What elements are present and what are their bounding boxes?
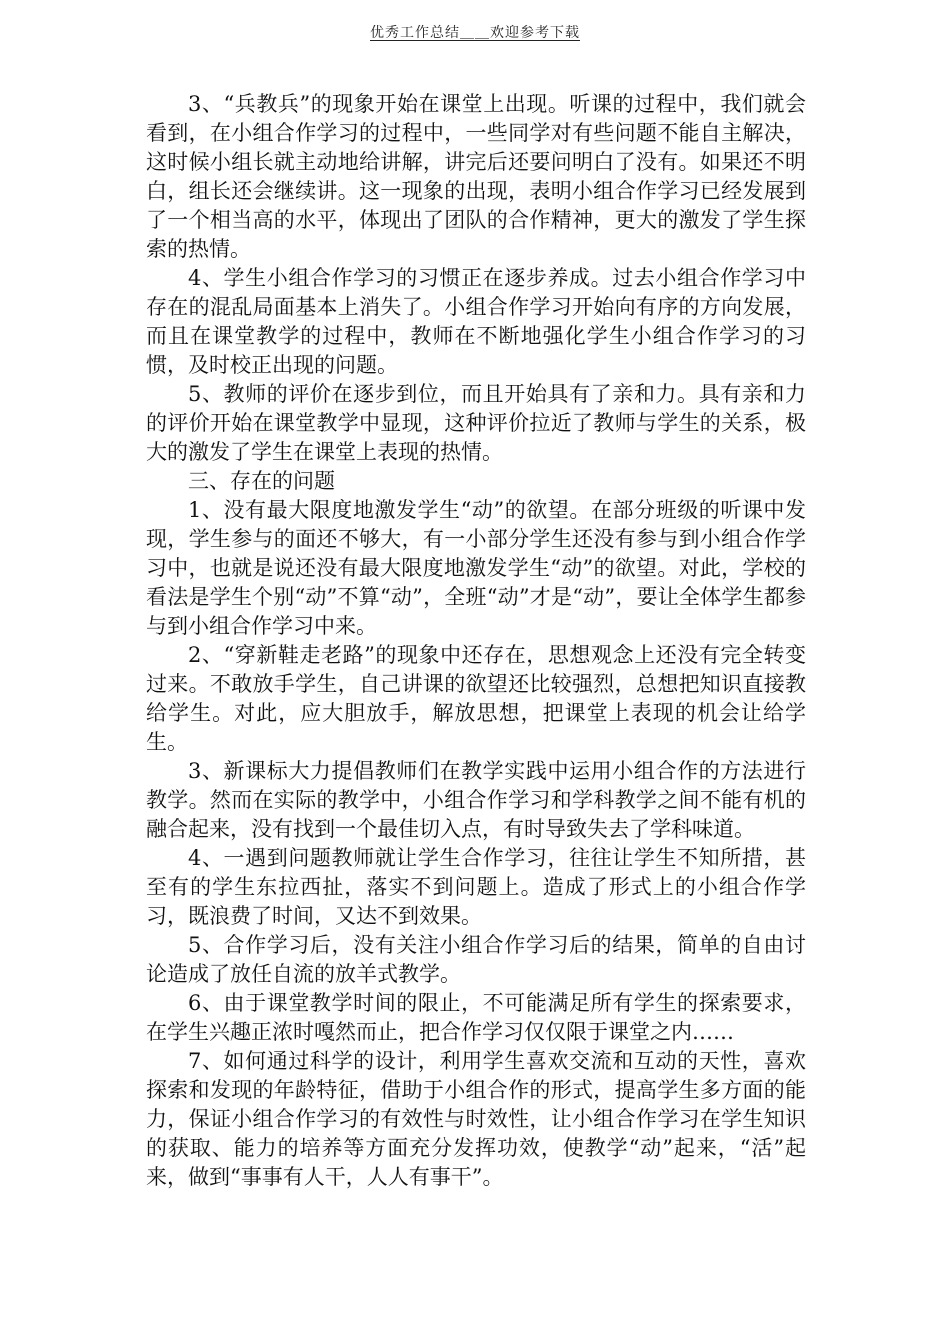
paragraph-problem-7: 7、如何通过科学的设计，利用学生喜欢交流和互动的天性，喜欢探索和发现的年龄特征，借助于小组合作的形式，提高学生多方面的能力，保证小组合作学习的有效性与时效性，让小组合作学习在学生知识的获取、能力的培养等方面充分发挥功效，使教学“动”起来，“活”起来，做到“事事有人干，人人有事干”。 [146,1049,806,1189]
paragraph-problem-3: 3、新课标大力提倡教师们在教学实践中运用小组合作的方法进行教学。然而在实际的教学中，小组合作学习和学科教学之间不能有机的融合起来，没有找到一个最佳切入点，有时导致失去了学科味道。 [146,759,806,841]
page-header: 优秀工作总结＿＿欢迎参考下载 [370,25,580,41]
paragraph-problem-4: 4、一遇到问题教师就让学生合作学习，往往让学生不知所措，甚至有的学生东拉西扯，落实不到问题上。造成了形式上的小组合作学习，既浪费了时间，又达不到效果。 [146,846,806,928]
paragraph-problem-2: 2、“穿新鞋走老路”的现象中还存在，思想观念上还没有完全转变过来。不敢放手学生，自己讲课的欲望还比较强烈，总想把知识直接教给学生。对此，应大胆放手，解放思想，把课堂上表现的机会让给学生。 [146,643,806,754]
paragraph-problem-6: 6、由于课堂教学时间的限止，不可能满足所有学生的探索要求，在学生兴趣正浓时嘎然而止，把合作学习仅仅限于课堂之内…… [146,991,806,1044]
paragraph-problem-1: 1、没有最大限度地激发学生“动”的欲望。在部分班级的听课中发现，学生参与的面还不够大，有一小部分学生还没有参与到小组合作学习中，也就是说还没有最大限度地激发学生“动”的欲望。对此，学校的看法是学生个别“动”不算“动”，全班“动”才是“动”，要让全体学生都参与到小组合作学习中来。 [146,498,806,638]
paragraph-problem-5: 5、合作学习后，没有关注小组合作学习后的结果，简单的自由讨论造成了放任自流的放羊式教学。 [146,933,806,986]
document-body [146,90,806,1192]
paragraph-achievement-3: 3、“兵教兵”的现象开始在课堂上出现。听课的过程中，我们就会看到，在小组合作学习的过程中，一些同学对有些问题不能自主解决，这时候小组长就主动地给讲解，讲完后还要问明白了没有。如果还不明白，组长还会继续讲。这一现象的出现，表明小组合作学习已经发展到了一个相当高的水平，体现出了团队的合作精神，更大的激发了学生探索的热情。 [146,92,806,261]
paragraph-achievement-5: 5、教师的评价在逐步到位，而且开始具有了亲和力。具有亲和力的评价开始在课堂教学中显现，这种评价拉近了教师与学生的关系，极大的激发了学生在课堂上表现的热情。 [146,382,806,464]
section-heading-problems: 三、存在的问题 [188,469,335,493]
paragraph-achievement-4: 4、学生小组合作学习的习惯正在逐步养成。过去小组合作学习中存在的混乱局面基本上消失了。小组合作学习开始向有序的方向发展，而且在课堂教学的过程中，教师在不断地强化学生小组合作学习的习惯，及时校正出现的问题。 [146,266,806,377]
